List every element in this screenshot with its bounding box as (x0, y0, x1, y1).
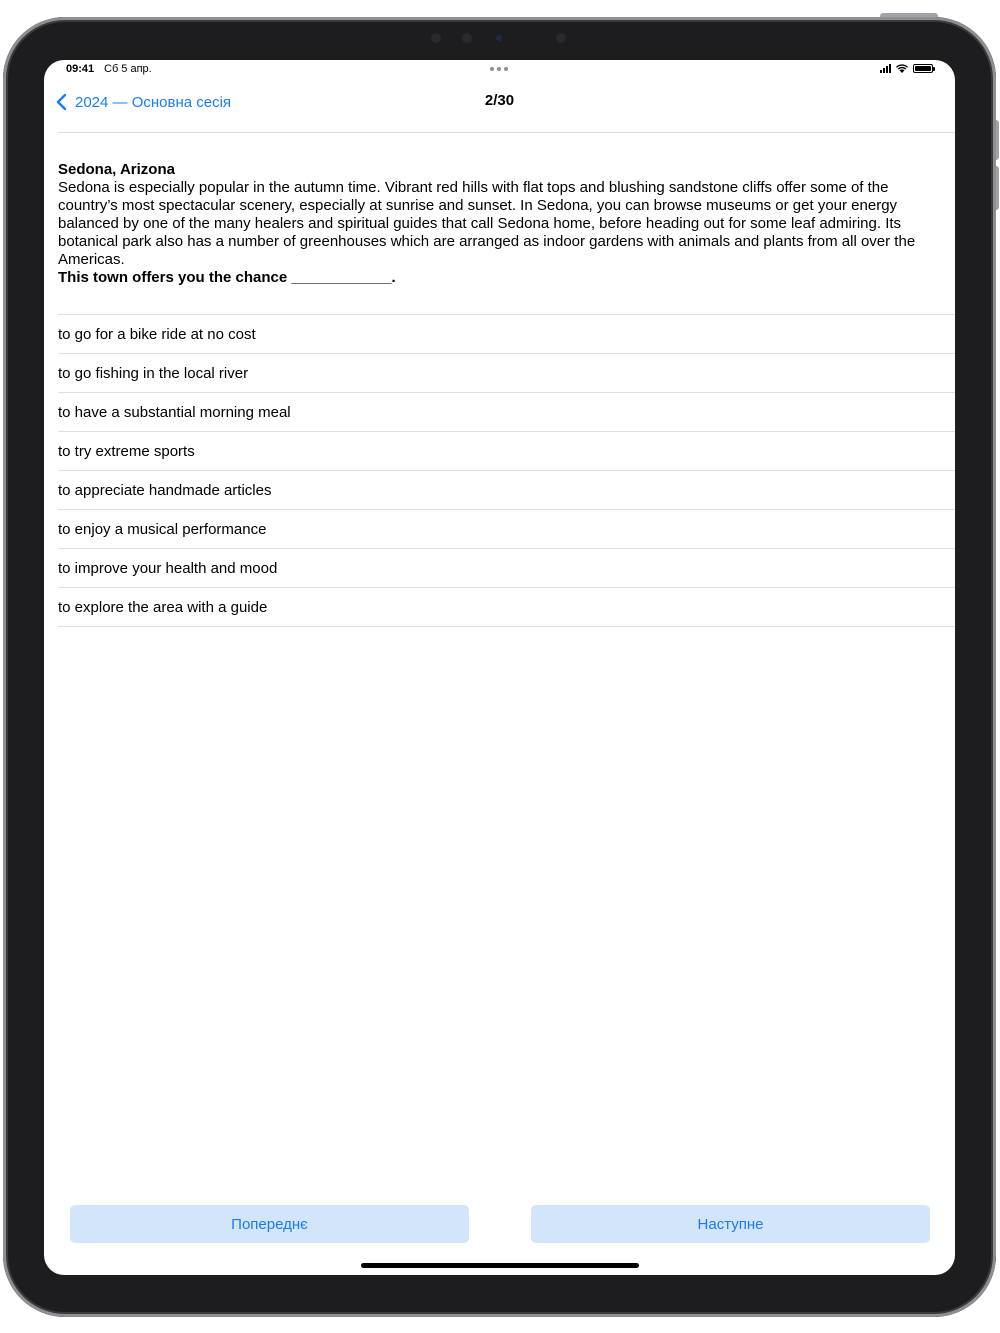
nav-divider (58, 132, 955, 133)
sensor-icon (462, 33, 472, 43)
status-icons (880, 64, 933, 73)
front-camera-icon (496, 35, 502, 41)
home-indicator[interactable] (361, 1263, 639, 1268)
answer-option[interactable]: to enjoy a musical performance (58, 510, 955, 549)
next-button[interactable]: Наступне (531, 1205, 930, 1243)
answer-option[interactable]: to explore the area with a guide (58, 588, 955, 627)
answer-option[interactable]: to try extreme sports (58, 432, 955, 471)
question-counter: 2/30 (484, 92, 515, 109)
question-block (58, 161, 930, 287)
answer-options-list (58, 314, 955, 627)
multitasking-dots-icon[interactable] (490, 67, 508, 71)
question-heading: Sedona, Arizona (58, 161, 175, 178)
sensor-icon (431, 33, 441, 43)
question-text: Sedona is especially popular in the autumn time. Vibrant red hills with flat tops and blushing sandstone cliffs offer some of the country’s most spectacular scenery, especially at sunrise and sunset. In Sedona, you can browse museums or get your energy balanced by one of the many healers and spiritual guides that call Sedona home, before heading out for some leaf admiring. Its botanical park also has a number of greenhouses which are arranged as indoor gardens with animals and plants from all over the Americas. (58, 179, 916, 268)
question-prompt: This town offers you the chance ____________. (58, 269, 396, 286)
app-screen (44, 60, 955, 1275)
sensor-icon (556, 33, 566, 43)
answer-option[interactable]: to appreciate handmade articles (58, 471, 955, 510)
wifi-icon (896, 64, 908, 73)
cellular-signal-icon (880, 64, 891, 73)
previous-button[interactable]: Попереднє (70, 1205, 469, 1243)
answer-option[interactable]: to go for a bike ride at no cost (58, 315, 955, 354)
battery-icon (913, 64, 933, 73)
answer-option[interactable]: to have a substantial morning meal (58, 393, 955, 432)
answer-option[interactable]: to go fishing in the local river (58, 354, 955, 393)
back-button-label: 2024 — Основна сесія (75, 93, 232, 111)
status-time: 09:41 (66, 63, 95, 75)
status-date: Сб 5 апр. (104, 63, 152, 75)
answer-option[interactable]: to improve your health and mood (58, 549, 955, 588)
